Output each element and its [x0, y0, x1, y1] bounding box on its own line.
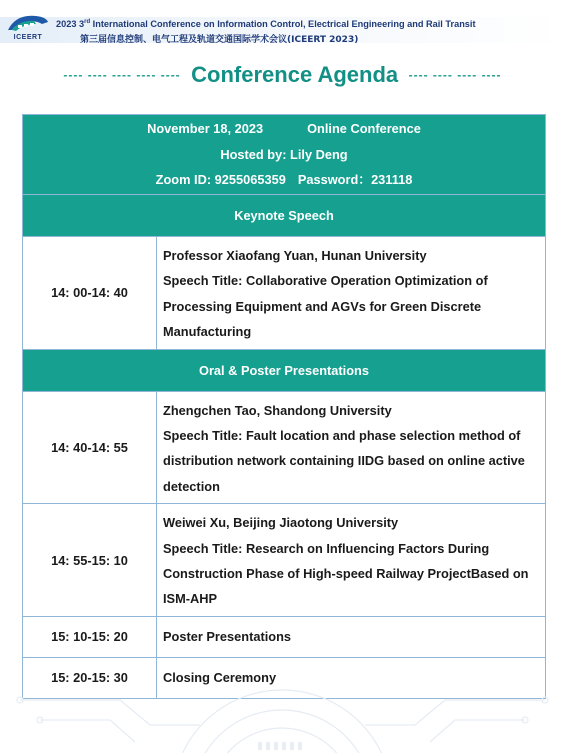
time-cell: 14: 40-14: 55 — [23, 391, 157, 504]
conference-logo — [4, 12, 52, 46]
speech-title: Speech Title: Collaborative Operation Optimization of Processing Equipment and AGVs for Green Discrete Manufacturing — [163, 273, 488, 340]
section-header-keynote: Keynote Speech — [23, 195, 546, 237]
table-row — [23, 237, 546, 350]
agenda-item: Closing Ceremony — [157, 657, 546, 698]
section-header-oral: Oral & Poster Presentations — [23, 349, 546, 391]
info-date-line — [23, 116, 545, 142]
heading-dashes-right: ---- ---- ---- ---- — [408, 68, 502, 82]
speech-title: Speech Title: Research on Influencing Factors During Construction Phase of High-speed Railway ProjectBased on ISM-AHP — [163, 540, 529, 607]
speaker-name: Zhengchen Tao, Shandong University — [163, 402, 392, 418]
zoom-password[interactable]: Password：231118 — [297, 172, 413, 188]
circuit-pattern-icon — [0, 680, 565, 753]
title-superscript: rd — [84, 19, 91, 25]
conference-mode: Online Conference — [307, 121, 421, 137]
train-logo-icon — [6, 12, 50, 34]
title-rest: International Conference on Information Control, Electrical Engineering and Rail Transit — [90, 19, 476, 30]
table-row — [23, 504, 546, 617]
host-line: Hosted by: Lily Deng — [220, 146, 348, 162]
speech-title: Speech Title: Fault location and phase selection method of distribution network containing IIDG based on online active detection — [163, 428, 525, 494]
background-circuit-decoration — [0, 680, 565, 753]
title-prefix: 2023 3 — [56, 19, 85, 30]
time-cell: 14: 55-15: 10 — [23, 504, 157, 617]
speech-cell — [157, 391, 546, 504]
agenda-heading — [0, 62, 565, 94]
section-row-oral — [23, 349, 546, 391]
info-cell — [23, 115, 546, 195]
speech-cell — [157, 237, 546, 350]
speech-cell — [157, 504, 546, 617]
zoom-id[interactable]: Zoom ID: 9255065359 — [155, 172, 286, 188]
time-cell: 15: 20-15: 30 — [23, 657, 157, 698]
table-row — [23, 391, 546, 504]
page-title: Conference Agenda — [191, 62, 399, 87]
heading-dashes-left: ---- ---- ---- ---- ---- — [63, 68, 181, 82]
info-row — [23, 115, 546, 195]
time-cell: 15: 10-15: 20 — [23, 616, 157, 657]
page-header — [0, 0, 565, 48]
conference-subtitle-cn: 第三届信息控制、电气工程及轨道交通国际学术会议(ICEERT 2023) — [80, 35, 359, 45]
time-cell: 14: 00-14: 40 — [23, 237, 157, 350]
section-row-keynote — [23, 195, 546, 237]
speaker-name: Weiwei Xu, Beijing Jiaotong University — [163, 515, 399, 531]
table-row — [23, 616, 546, 657]
agenda-item: Poster Presentations — [157, 616, 546, 657]
agenda-table — [22, 114, 546, 699]
speaker-name: Professor Xiaofang Yuan, Hunan University — [163, 248, 427, 263]
zoom-line — [23, 167, 545, 193]
conference-title — [56, 19, 476, 29]
logo-text: ICEERT — [13, 34, 43, 41]
conference-date: November 18, 2023 — [147, 121, 264, 137]
